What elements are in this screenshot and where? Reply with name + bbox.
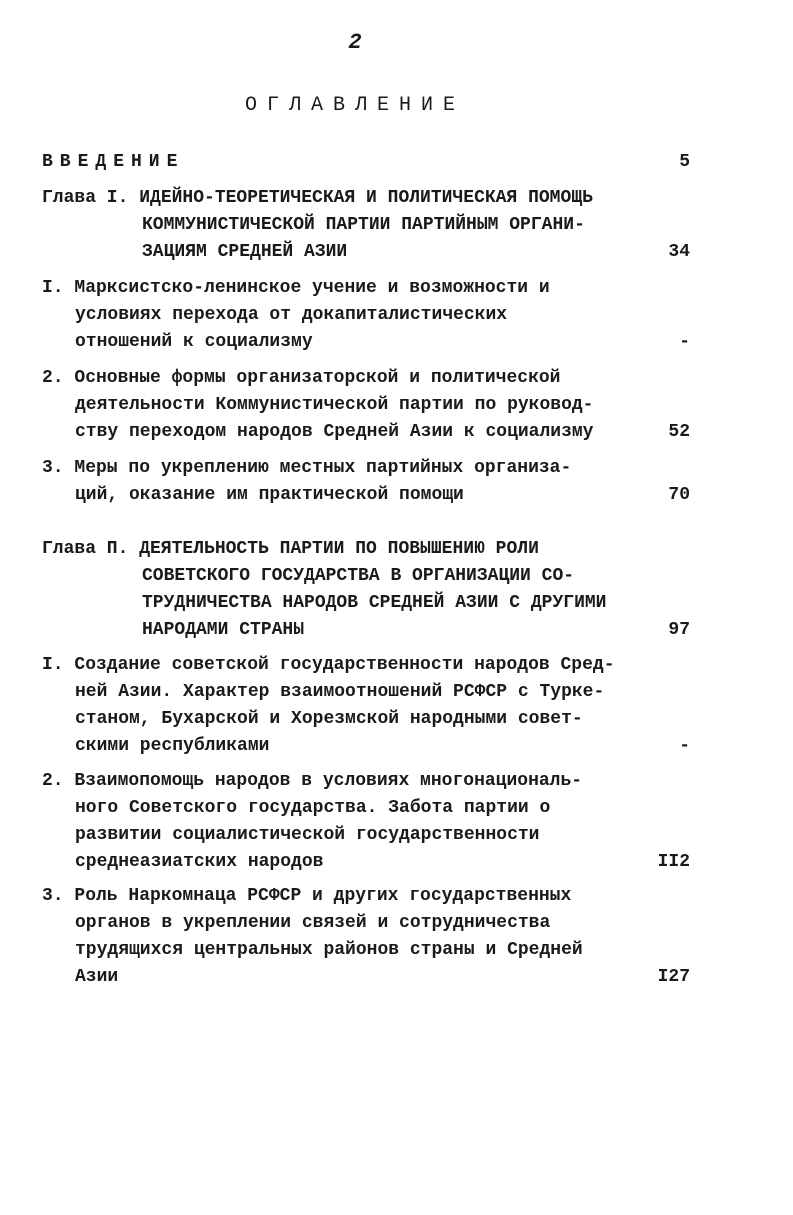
toc-line-page: 5 bbox=[679, 152, 690, 172]
toc-line-text: СОВЕТСКОГО ГОСУДАРСТВА В ОРГАНИЗАЦИИ СО- bbox=[142, 566, 575, 586]
toc-line-text: органов в укреплении связей и сотрудничества bbox=[75, 913, 551, 933]
toc-line-text: деятельности Коммунистической партии по руковод- bbox=[75, 395, 594, 415]
toc-line-text: КОММУНИСТИЧЕСКОЙ ПАРТИИ ПАРТИЙНЫМ ОРГАНИ- bbox=[142, 215, 585, 235]
toc-line-text: ВВЕДЕНИЕ bbox=[42, 152, 185, 172]
toc-line-text: станом, Бухарской и Хорезмской народными совет- bbox=[75, 709, 583, 729]
toc-line-page: 97 bbox=[668, 620, 690, 640]
toc-line-text: ней Азии. Характер взаимоотношений РСФСР с Турке- bbox=[75, 682, 605, 702]
toc-line-page: - bbox=[679, 736, 690, 756]
toc-line-text: Глава П. ДЕЯТЕЛЬНОСТЬ ПАРТИИ ПО ПОВЫШЕНИЮ РОЛИ bbox=[42, 539, 539, 559]
toc-line-text: Азии bbox=[75, 967, 119, 987]
toc-line-text: I. Создание советской государственности народов Сред- bbox=[42, 655, 615, 675]
toc-heading: ОГЛАВЛЕНИЕ bbox=[244, 94, 466, 117]
toc-line-text: 3. Роль Наркомнаца РСФСР и других государственных bbox=[42, 886, 572, 906]
toc-line-text: Глава I. ИДЕЙНО-ТЕОРЕТИЧЕСКАЯ И ПОЛИТИЧЕСКАЯ ПОМОЩЬ bbox=[42, 188, 593, 208]
toc-line-text: среднеазиатских народов bbox=[75, 852, 324, 872]
toc-line-text: развитии социалистической государственности bbox=[75, 825, 540, 845]
toc-line-page: I27 bbox=[657, 967, 690, 987]
toc-line-page: 52 bbox=[668, 422, 690, 442]
toc-line-page: 34 bbox=[668, 242, 690, 262]
toc-line-text: I. Марксистско-ленинское учение и возможности и bbox=[42, 278, 550, 298]
toc-line-text: ству переходом народов Средней Азии к социализму bbox=[75, 422, 594, 442]
toc-line-text: отношений к социализму bbox=[75, 332, 313, 352]
toc-line-text: ций, оказание им практической помощи bbox=[75, 485, 464, 505]
toc-line-page: II2 bbox=[657, 852, 690, 872]
page-number: 2 bbox=[348, 30, 362, 55]
toc-line-text: трудящихся центральных районов страны и Средней bbox=[75, 940, 583, 960]
toc-line-text: ТРУДНИЧЕСТВА НАРОДОВ СРЕДНЕЙ АЗИИ С ДРУГИМИ bbox=[142, 593, 607, 613]
toc-line-text: скими республиками bbox=[75, 736, 270, 756]
toc-line-text: 2. Взаимопомощь народов в условиях многонациональ- bbox=[42, 771, 583, 791]
toc-line-text: 2. Основные формы организаторской и политической bbox=[42, 368, 561, 388]
toc-line-text: условиях перехода от докапиталистических bbox=[75, 305, 508, 325]
toc-line-text: НАРОДАМИ СТРАНЫ bbox=[142, 620, 305, 640]
toc-line-text: ного Советского государства. Забота партии о bbox=[75, 798, 551, 818]
toc-line-page: - bbox=[679, 332, 690, 352]
toc-line-text: ЗАЦИЯМ СРЕДНЕЙ АЗИИ bbox=[142, 242, 348, 262]
toc-line-page: 70 bbox=[668, 485, 690, 505]
toc-line-text: 3. Меры по укреплению местных партийных организа- bbox=[42, 458, 572, 478]
